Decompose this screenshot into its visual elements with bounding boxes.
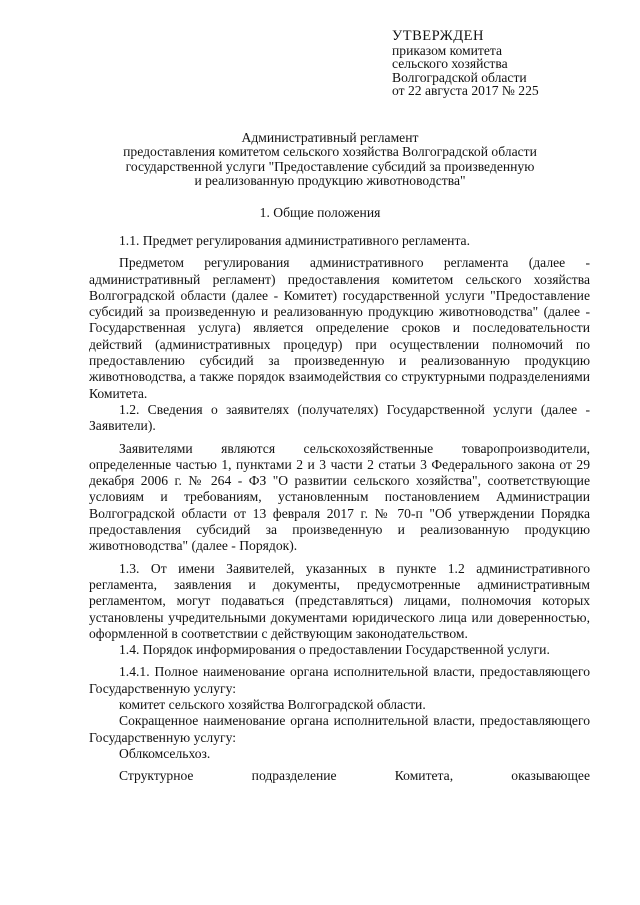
title-line: Административный регламент <box>241 130 419 145</box>
paragraph-1-3: 1.3. От имени Заявителей, указанных в пункте 1.2 административного регламента, заявления и документы, предусмотренные административным регламентом, могут подаваться (представляться) лицами, полномочия которых установлены учредительными документами юридического лица или доверенностью, оформленной в соответствии с действующим законодательством. <box>89 560 590 641</box>
paragraph-1-1: 1.1. Предмет регулирования административного регламента. <box>119 233 470 248</box>
approval-title: УТВЕРЖДЕН <box>392 28 484 44</box>
paragraph-1-2: 1.2. Сведения о заявителях (получателях) Государственной услуги (далее - Заявители). <box>89 401 590 434</box>
approval-stamp <box>392 30 628 98</box>
section-heading: 1. Общие положения <box>259 205 381 220</box>
approval-line: Волгоградской области <box>392 69 527 85</box>
approval-line: сельского хозяйства <box>392 56 508 71</box>
approval-line: от 22 августа 2017 № 225 <box>392 83 539 98</box>
paragraph-subject: Предметом регулирования административного регламента (далее - административный регламент) предоставления комитетом сельского хозяйства Волгоградской области (далее - Комитет) государственной услуги "Предоставление субсидий за произведенную и реализованную продукцию животноводства" (далее - Государственная услуга) является определение сроков и последовательности действий (административных процедур) при осуществлении полномочий по предоставлению субсидий за произведенную и реализованную продукцию животноводства, а также порядок взаимодействия со структурными подразделениями Комитета. <box>89 255 590 401</box>
paragraph-structural-unit: Структурное подразделение Комитета, оказывающее <box>119 768 590 784</box>
title-line: государственной услуги "Предоставление субсидий за произведенную <box>125 158 535 174</box>
title-line: и реализованную продукцию животноводства" <box>194 173 466 189</box>
document-body <box>89 233 590 785</box>
paragraph-1-4: 1.4. Порядок информирования о предоставлении Государственной услуги. <box>119 642 550 658</box>
title-line: предоставления комитетом сельского хозяйства Волгоградской области <box>123 144 537 160</box>
paragraph-abbreviation: Облкомсельхоз. <box>119 745 211 761</box>
paragraph-short-name: Сокращенное наименование органа исполнительной власти, предоставляющего Государственную услугу: <box>89 713 590 745</box>
document-title <box>70 131 590 189</box>
paragraph-1-4-1: 1.4.1. Полное наименование органа исполнительной власти, предоставляющего Государственную услугу: <box>89 664 590 696</box>
paragraph-applicants: Заявителями являются сельскохозяйственные товаропроизводители, определенные частью 1, пунктами 2 и 3 части 2 статьи 3 Федерального закона от 29 декабря 2006 г. № 264 - ФЗ "О развитии сельского хозяйства", соответствующие условиям и требованиям, установленным постановлением Администрации Волгоградской области от 13 февраля 2017 г. № 70-п "Об утверждении Порядка предоставления субсидий за произведенную и реализованную продукцию животноводства" (далее - Порядок). <box>89 440 590 554</box>
approval-line: приказом комитета <box>392 42 503 58</box>
paragraph-committee-name: комитет сельского хозяйства Волгоградской области. <box>119 697 426 713</box>
